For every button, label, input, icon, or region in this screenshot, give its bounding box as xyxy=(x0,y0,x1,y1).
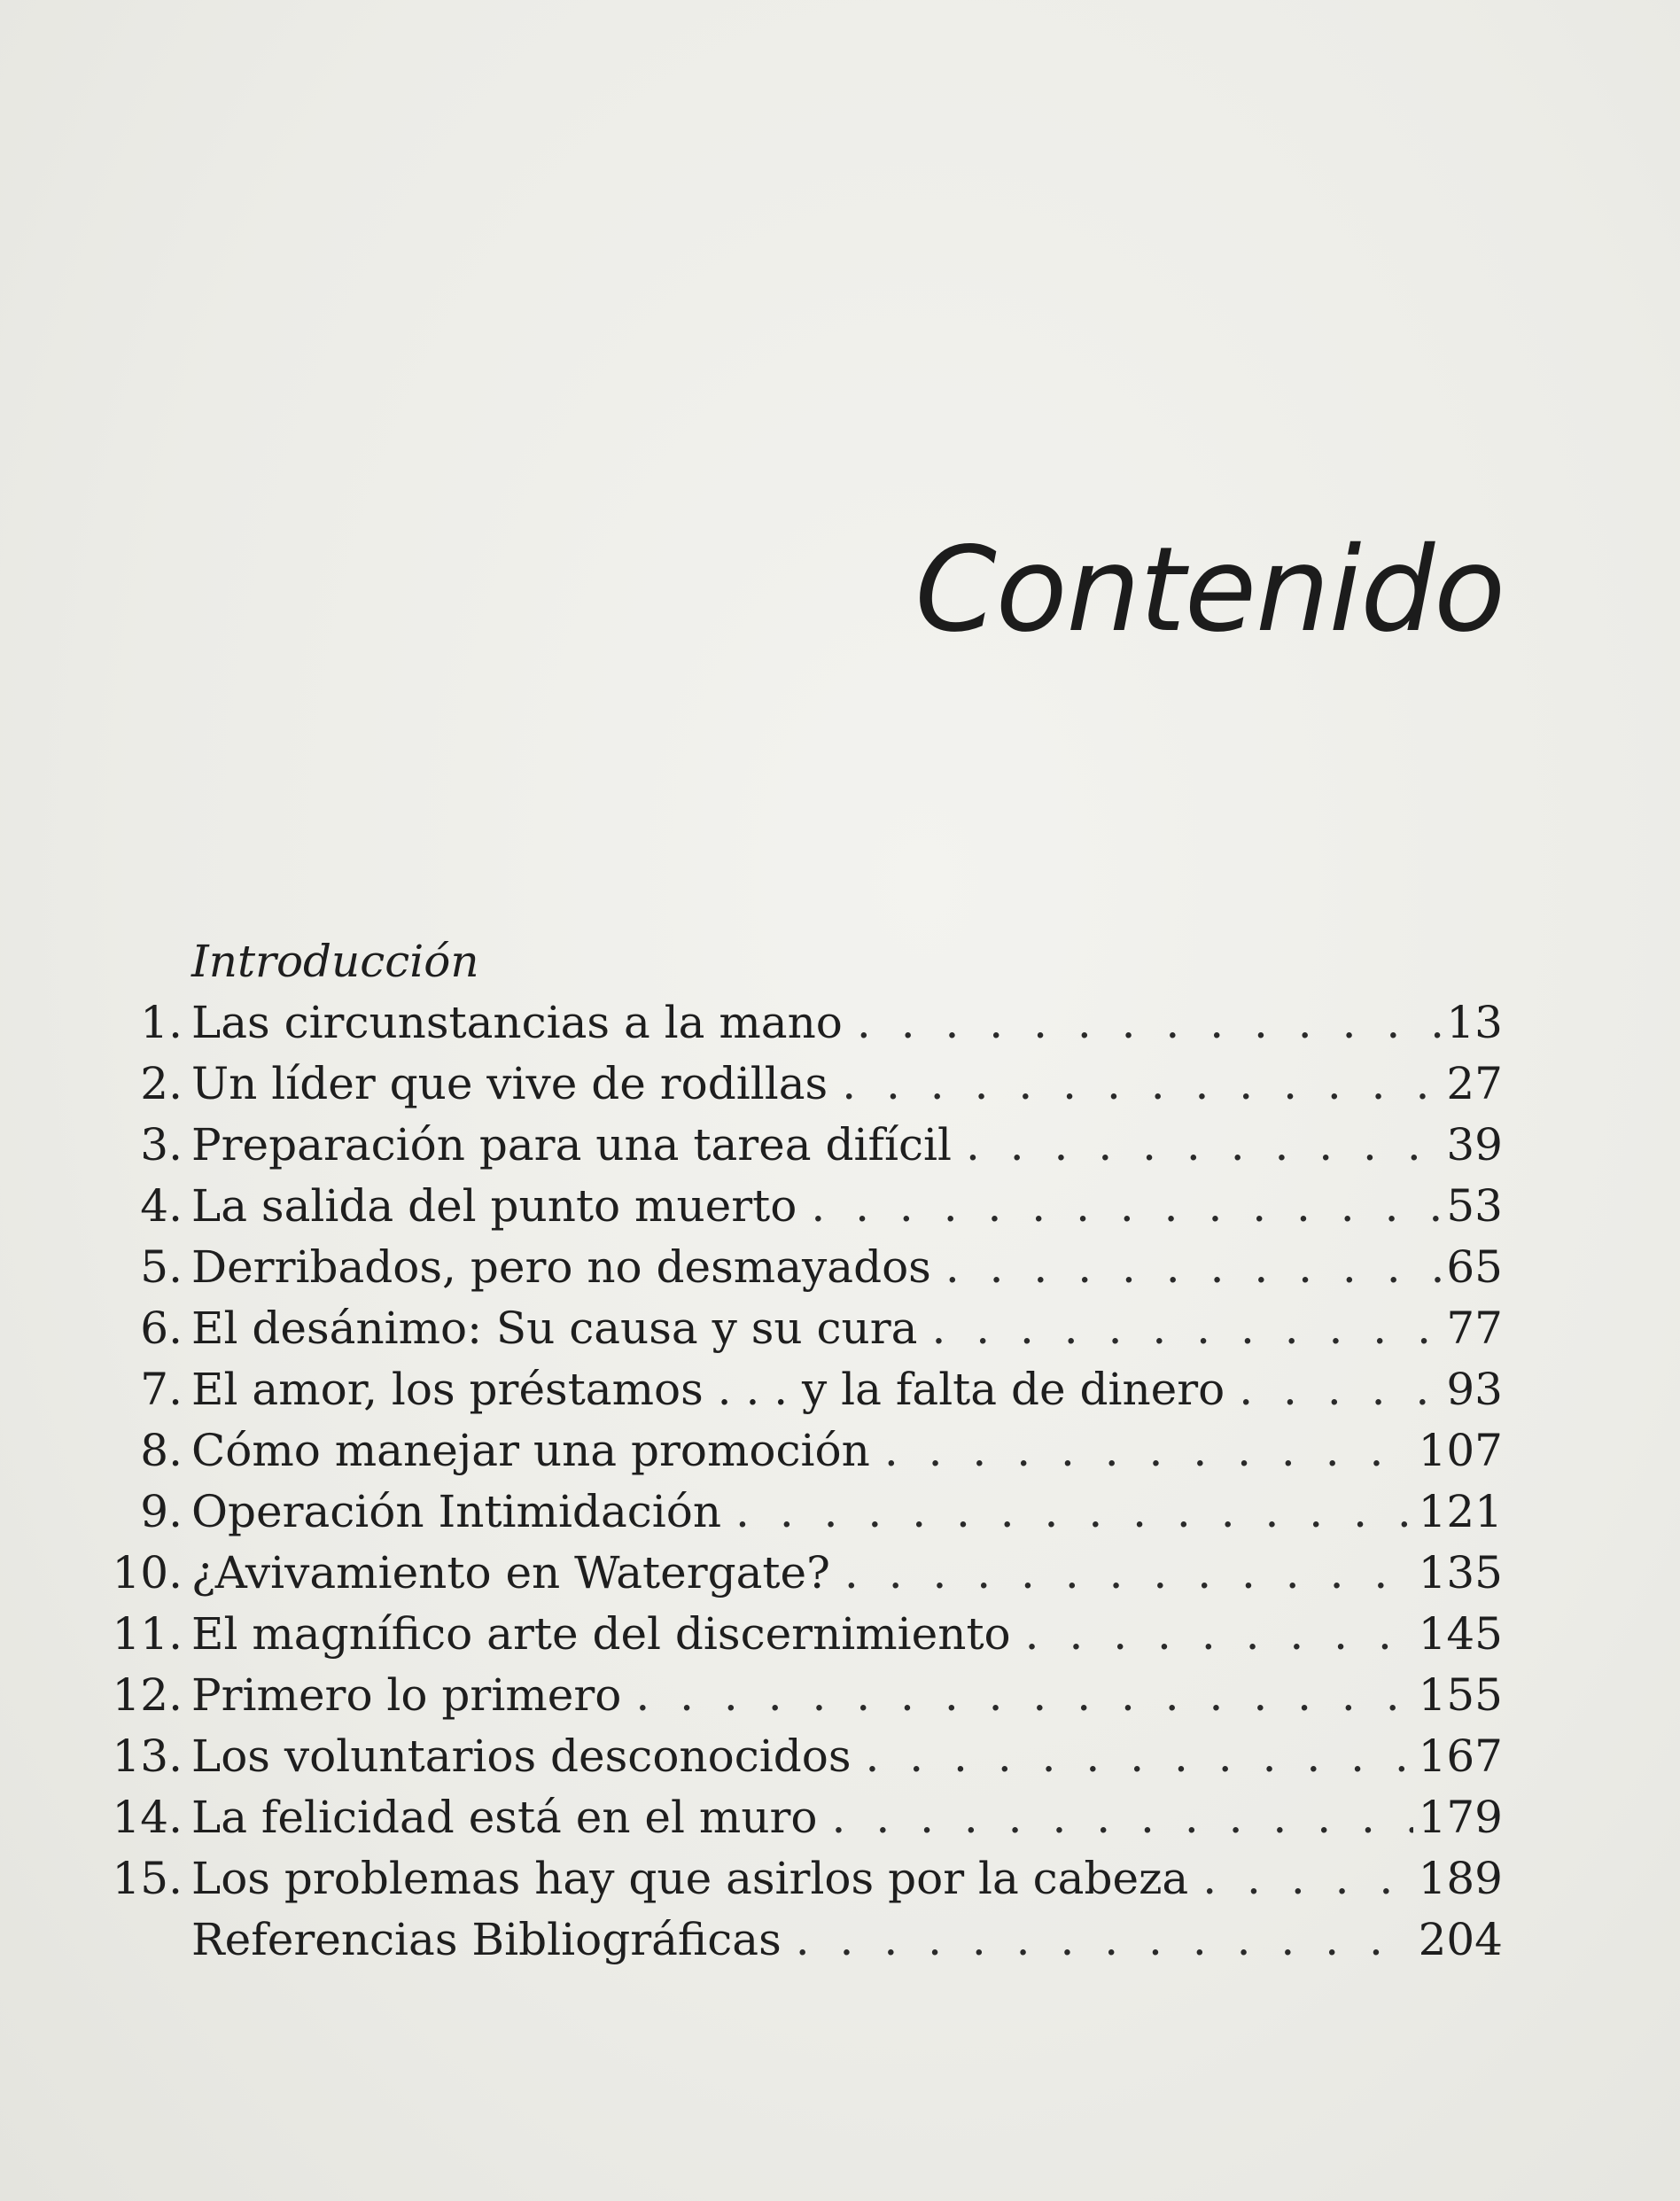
toc-entry-number: 1. xyxy=(140,997,183,1048)
table-of-contents xyxy=(97,930,1503,1971)
toc-entry-title: Primero lo primero xyxy=(191,1669,622,1721)
toc-entry-number: 2. xyxy=(140,1058,183,1109)
toc-entry-page-number: 145 xyxy=(1418,1608,1503,1660)
toc-entry xyxy=(97,1420,1503,1482)
dot-leader xyxy=(884,1420,1413,1482)
toc-entry-title: Derribados, pero no desmayados xyxy=(191,1241,931,1293)
dot-leader xyxy=(945,1237,1442,1298)
toc-entry-page-number: 155 xyxy=(1418,1669,1503,1721)
toc-entry xyxy=(97,992,1503,1054)
toc-entry xyxy=(97,1604,1503,1665)
toc-entry xyxy=(97,1482,1503,1543)
toc-entry-number: 6. xyxy=(140,1303,183,1354)
toc-entry xyxy=(97,1237,1503,1298)
toc-list xyxy=(97,992,1503,1971)
toc-entry-page-number: 39 xyxy=(1446,1119,1503,1170)
toc-entry xyxy=(97,1115,1503,1176)
dot-leader xyxy=(635,1665,1412,1726)
toc-entry-number: 15. xyxy=(112,1853,183,1904)
toc-entry xyxy=(97,1726,1503,1787)
dot-leader xyxy=(865,1726,1412,1787)
toc-entry-page-number: 93 xyxy=(1446,1364,1503,1415)
dot-leader xyxy=(931,1298,1441,1359)
toc-entry-page-number: 179 xyxy=(1418,1792,1503,1843)
toc-entry-title: Los voluntarios desconocidos xyxy=(191,1730,852,1782)
toc-entry xyxy=(97,1543,1503,1604)
toc-entry-page-number: 135 xyxy=(1418,1547,1503,1598)
toc-entry-page-number: 167 xyxy=(1418,1730,1503,1782)
dot-leader xyxy=(844,1543,1413,1604)
dot-leader xyxy=(857,992,1441,1054)
toc-entry-title: Referencias Bibliográficas xyxy=(191,1914,782,1965)
toc-entry-page-number: 107 xyxy=(1418,1425,1503,1476)
toc-entry xyxy=(97,1054,1503,1115)
toc-entry-title: El amor, los préstamos . . . y la falta de dinero xyxy=(191,1364,1225,1415)
dot-leader xyxy=(832,1787,1413,1848)
dot-leader xyxy=(966,1115,1441,1176)
page-title: Contenido xyxy=(914,522,1505,658)
toc-entry-number: 3. xyxy=(140,1119,183,1170)
toc-entry-number: 10. xyxy=(112,1547,183,1598)
toc-entry-page-number: 77 xyxy=(1446,1303,1503,1354)
toc-entry-page-number: 189 xyxy=(1418,1853,1503,1904)
toc-entry-page-number: 13 xyxy=(1446,997,1503,1048)
dot-leader xyxy=(811,1176,1441,1237)
toc-entry-number: 5. xyxy=(140,1241,183,1293)
toc-entry-page-number: 121 xyxy=(1418,1486,1503,1537)
toc-entry-page-number: 65 xyxy=(1446,1241,1503,1293)
dot-leader xyxy=(1025,1604,1413,1665)
toc-entry-number: 8. xyxy=(140,1425,183,1476)
toc-entry-title: La felicidad está en el muro xyxy=(191,1792,818,1843)
toc-entry-number: 4. xyxy=(140,1180,183,1232)
toc-entry-title: Un líder que vive de rodillas xyxy=(191,1058,828,1109)
toc-introduction: Introducción xyxy=(191,936,479,987)
dot-leader xyxy=(1239,1359,1441,1420)
toc-entry-title: Operación Intimidación xyxy=(191,1486,722,1537)
toc-entry xyxy=(97,1176,1503,1237)
toc-entry-title: ¿Avivamiento en Watergate? xyxy=(191,1547,830,1598)
toc-entry-title: Los problemas hay que asirlos por la cabeza xyxy=(191,1853,1189,1904)
toc-entry-number: 11. xyxy=(112,1608,183,1660)
toc-entry xyxy=(97,1298,1503,1359)
toc-entry-number: 9. xyxy=(140,1486,183,1537)
toc-entry-number: 14. xyxy=(112,1792,183,1843)
toc-entry-number: 12. xyxy=(112,1669,183,1721)
toc-entry-title: El desánimo: Su causa y su cura xyxy=(191,1303,918,1354)
toc-entry xyxy=(97,1359,1503,1420)
toc-entry-page-number: 204 xyxy=(1418,1914,1503,1965)
toc-entry xyxy=(97,1909,1503,1971)
toc-entry xyxy=(97,1848,1503,1909)
dot-leader xyxy=(1202,1848,1412,1909)
toc-entry-number: 7. xyxy=(140,1364,183,1415)
dot-leader xyxy=(796,1909,1413,1971)
toc-entry-title: La salida del punto muerto xyxy=(191,1180,797,1232)
toc-entry-page-number: 53 xyxy=(1446,1180,1503,1232)
dot-leader xyxy=(735,1482,1413,1543)
toc-entry-title: El magnífico arte del discernimiento xyxy=(191,1608,1011,1660)
toc-entry-title: Cómo manejar una promoción xyxy=(191,1425,870,1476)
toc-entry xyxy=(97,1665,1503,1726)
toc-entry-number: 13. xyxy=(112,1730,183,1782)
toc-entry-title: Preparación para una tarea difícil xyxy=(191,1119,952,1170)
dot-leader xyxy=(842,1054,1441,1115)
toc-entry xyxy=(97,1787,1503,1848)
toc-entry-title: Las circunstancias a la mano xyxy=(191,997,843,1048)
toc-entry-page-number: 27 xyxy=(1446,1058,1503,1109)
